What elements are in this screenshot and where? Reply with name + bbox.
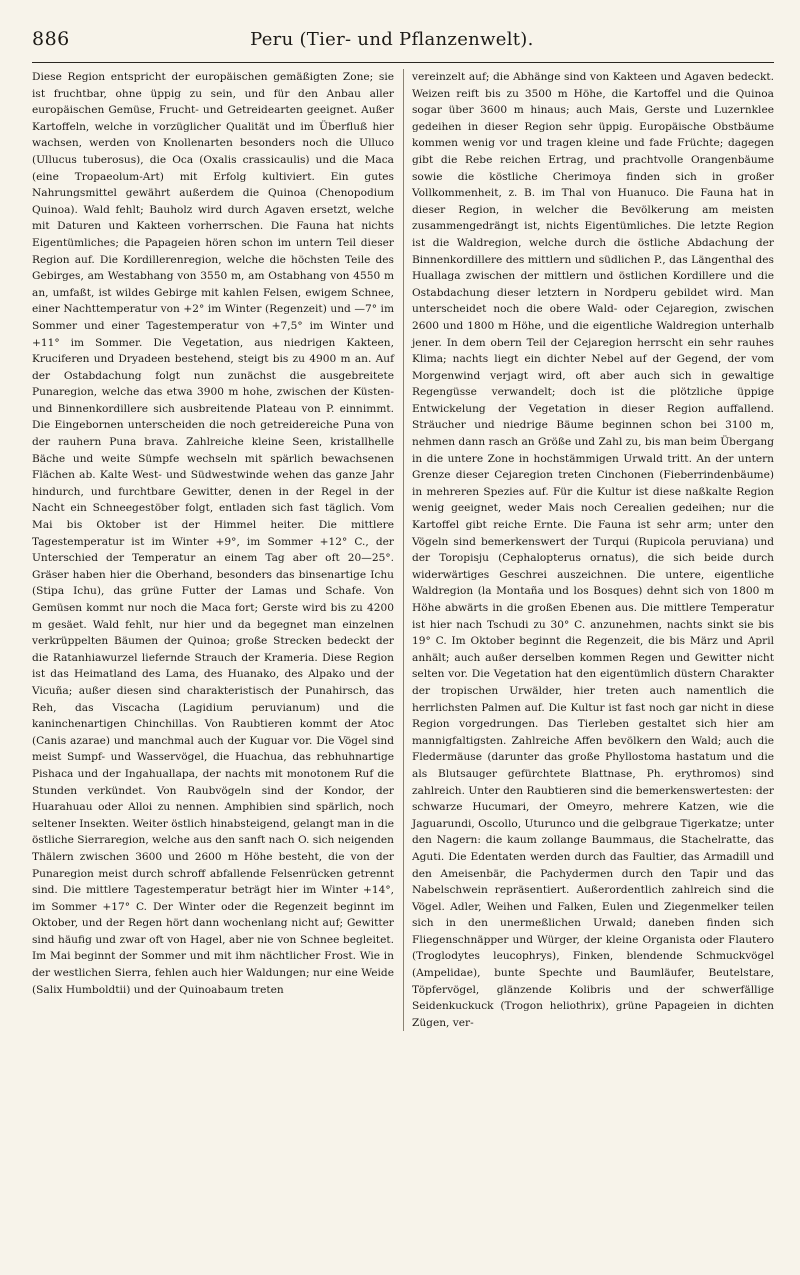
left-column-text: Diese Region entspricht der europäischen gemäßigten Zone; sie ist fruchtbar, ohne üppig zu sein, und für den Anbau aller europäischen Gemüse, Frucht- und Getreidearten geeignet. Außer Kartoffeln, welche in vorzüglicher Qualität und im Überfluß hier wachsen, werden von Knollenarten besonders noch die Ulluco (Ullucus tuberosus), die Oca (Oxalis crassicaulis) und die Maca (eine Tropaeolum-Art) mit Erfolg kultiviert. Ein gutes Nahrungsmittel gewährt außerdem die Quinoa (Chenopodium Quinoa). Wald fehlt; Bauholz wird durch Agaven ersetzt, welche mit Daturen und Kakteen vorherrschen. Die Fauna hat nichts Eigentümliches; die Papageien hören schon im untern Teil dieser Region auf. Die Kordillerenregion, welche die höchsten Teile des Gebirges, am Westabhang von 3550 m, am Ostabhang von 4550 m an, umfaßt, ist wildes Gebirge mit kahlen Felsen, ewigem Schnee, einer Nachttemperatur von +2° im Winter (Regenzeit) und —7° im Sommer und einer Tagestemperatur von +7,5° im Winter und +11° im Sommer. Die Vegetation, aus niedrigen Kakteen, Kruciferen und Dryadeen bestehend, steigt bis zu 4900 m an. Auf der Ostabdachung folgt nun zunächst die ausgebreitete Punaregion, welche das etwa 3900 m hohe, zwischen der Küsten- und Binnenkordillere sich ausbreitende Plateau von P. einnimmt. Die Eingebornen unterscheiden die noch getreidereiche Puna von der rauhern Puna brava. Zahlreiche kleine Seen, kristallhelle Bäche und weite Sümpfe wechseln mit spärlich bewachsenen Flächen ab. Kalte West- und Südwestwinde wehen das ganze Jahr hindurch, und furchtbare Gewitter, denen in der Regel in der Nacht ein Schneegestöber folgt, entladen sich fast täglich. Vom Mai bis Oktober ist der Himmel heiter. Die mittlere Tagestemperatur ist im Winter +9°, im Sommer +12° C., der Unterschied der Temperatur an einem Tag aber oft 20—25°. Gräser haben hier die Oberhand, besonders das binsenartige Ichu (Stipa Ichu), das grüne Futter der Lamas und Schafe. Von Gemüsen kommt nur noch die Maca fort; Gerste wird bis zu 4200 m gesäet. Wald fehlt, nur hier und da begegnet man einzelnen verkrüppelten Bäumen der Quinoa; große Strecken bedeckt der die Ratanhiawurzel liefernde Strauch der Krameria. Diese Region ist das Heimatland des Lama, des Huanako, des Alpako und der Vicuña; außer diesen sind charakteristisch der Punahirsch, das Reh, das Viscacha (Lagidium peruvianum) und die kaninchenartigen Chinchillas. Von Raubtieren kommt der Atoc (Canis azarae) und manchmal auch der Kuguar vor. Die Vögel sind meist Sumpf- und Wasservögel, die Huachua, das rebhuhnartige Pishaca und der Ingahuallapa, der nachts mit monotonem Ruf die Stunden verkündet. Von Raubvögeln sind der Kondor, der Huarahuau oder Alloi zu nennen. Amphibien sind spärlich, noch seltener Insekten. Weiter östlich hinabsteigend, gelangt man in die östliche Sierraregion, welche aus den sanft nach O. sich neigenden Thälern zwischen 3600 und 2600 m Höhe besteht, die von der Punaregion meist durch schroff abfallende Felsenrücken getrennt sind. Die mittlere Tagestemperatur beträgt hier im Winter +14°, im Sommer +17° C. Der Winter oder die Regenzeit beginnt im Oktober, und der Regen hört dann wochenlang nicht auf; Gewitter sind häufig und zwar oft von Hagel, aber nie von Schnee begleitet. Im Mai beginnt der Sommer und mit ihm nächtlicher Frost. Wie in der westlichen Sierra, fehlen auch hier Waldungen; nur eine Weide (Salix Humboldtii) und der Quinoabaum treten: [32, 71, 394, 996]
page-header: [32, 28, 774, 63]
right-column: [412, 69, 774, 1031]
page-number: 886: [32, 28, 70, 50]
text-columns: [32, 69, 774, 1031]
right-column-text: vereinzelt auf; die Abhänge sind von Kakteen und Agaven bedeckt. Weizen reift bis zu 3500 m Höhe, die Kartoffel und die Quinoa sogar über 3600 m hinaus; auch Mais, Gerste und Luzernklee gedeihen in dieser Region sehr üppig. Europäische Obstbäume kommen wenig vor und tragen kleine und fade Früchte; dagegen gibt die Rebe reichen Ertrag, und prachtvolle Orangenbäume sowie die köstliche Cherimoya finden sich in großer Vollkommenheit, z. B. im Thal von Huanuco. Die Fauna hat in dieser Region, in welcher die Bevölkerung am meisten zusammengedrängt ist, nichts Eigentümliches. Die letzte Region ist die Waldregion, welche durch die östliche Abdachung der Binnenkordillere des mittlern und südlichen P., das Längenthal des Huallaga zwischen der mittlern und östlichen Kordillere und die Ostabdachung dieser letztern in Nordperu gebildet wird. Man unterscheidet noch die obere Wald- oder Cejaregion, zwischen 2600 und 1800 m Höhe, und die eigentliche Waldregion unterhalb jener. In dem obern Teil der Cejaregion herrscht ein sehr rauhes Klima; nachts liegt ein dichter Nebel auf der Gegend, der vom Morgenwind verjagt wird, oft aber auch sich in gewaltige Regengüsse verwandelt; doch ist die plötzliche üppige Entwickelung der Vegetation in dieser Region auffallend. Sträucher und niedrige Bäume beginnen schon bei 3100 m, nehmen dann rasch an Größe und Zahl zu, bis man beim Übergang in die untere Zone in hochstämmigen Urwald tritt. An der untern Grenze dieser Cejaregion treten Cinchonen (Fieberrindenbäume) in mehreren Spezies auf. Für die Kultur ist diese naßkalte Region wenig geeignet, weder Mais noch Cerealien gedeihen; nur die Kartoffel gibt reiche Ernte. Die Fauna ist sehr arm; unter den Vögeln sind bemerkenswert der Turqui (Rupicola peruviana) und der Toropisju (Cephalopterus ornatus), die sich beide durch widerwärtiges Geschrei auszeichnen. Die untere, eigentliche Waldregion (la Montaña und los Bosques) dehnt sich von 1800 m Höhe abwärts in die großen Ebenen aus. Die mittlere Temperatur ist hier nach Tschudi zu 30° C. anzunehmen, nachts sinkt sie bis 19° C. Im Oktober beginnt die Regenzeit, die bis März und April anhält; auch außer derselben kommen Regen und Gewitter nicht selten vor. Die Vegetation hat den eigentümlich düstern Charakter der tropischen Urwälder, hier treten auch namentlich die herrlichsten Palmen auf. Die Kultur ist fast noch gar nicht in diese Region vorgedrungen. Das Tierleben gestaltet sich hier am mannigfaltigsten. Zahlreiche Affen bevölkern den Wald; auch die Fledermäuse (darunter das große Phyllostoma hastatum und die als Blutsauger gefürchtete Blattnase, Ph. erythromos) sind zahlreich. Unter den Raubtieren sind die bemerkenswertesten: der schwarze Hucumari, der Omeyro, mehrere Katzen, wie die Jaguarundi, Oscollo, Uturunco und die gelbgraue Tigerkatze; unter den Nagern: die kaum zollange Baummaus, die Stachelratte, das Aguti. Die Edentaten werden durch das Faultier, das Armadill und den Ameisenbär, die Pachydermen durch den Tapir und das Nabelschwein repräsentiert. Außerordentlich zahlreich sind die Vögel. Adler, Weihen und Falken, Eulen und Ziegenmelker teilen sich in den unermeßlichen Urwald; daneben finden sich Fliegenschnäpper und Würger, der kleine Organista oder Flautero (Troglodytes leucophrys), Finken, blendende Schmuckvögel (Ampelidae), bunte Spechte und Baumläufer, Beutelstare, Töpfervögel, glänzende Kolibris und der schwerfällige Seidenkuckuck (Trogon heliothrix), grüne Papageien in dichten Zügen, ver-: [412, 71, 774, 1029]
running-title: Peru (Tier- und Pflanzenwelt).: [250, 29, 534, 50]
left-column: [32, 69, 394, 1031]
